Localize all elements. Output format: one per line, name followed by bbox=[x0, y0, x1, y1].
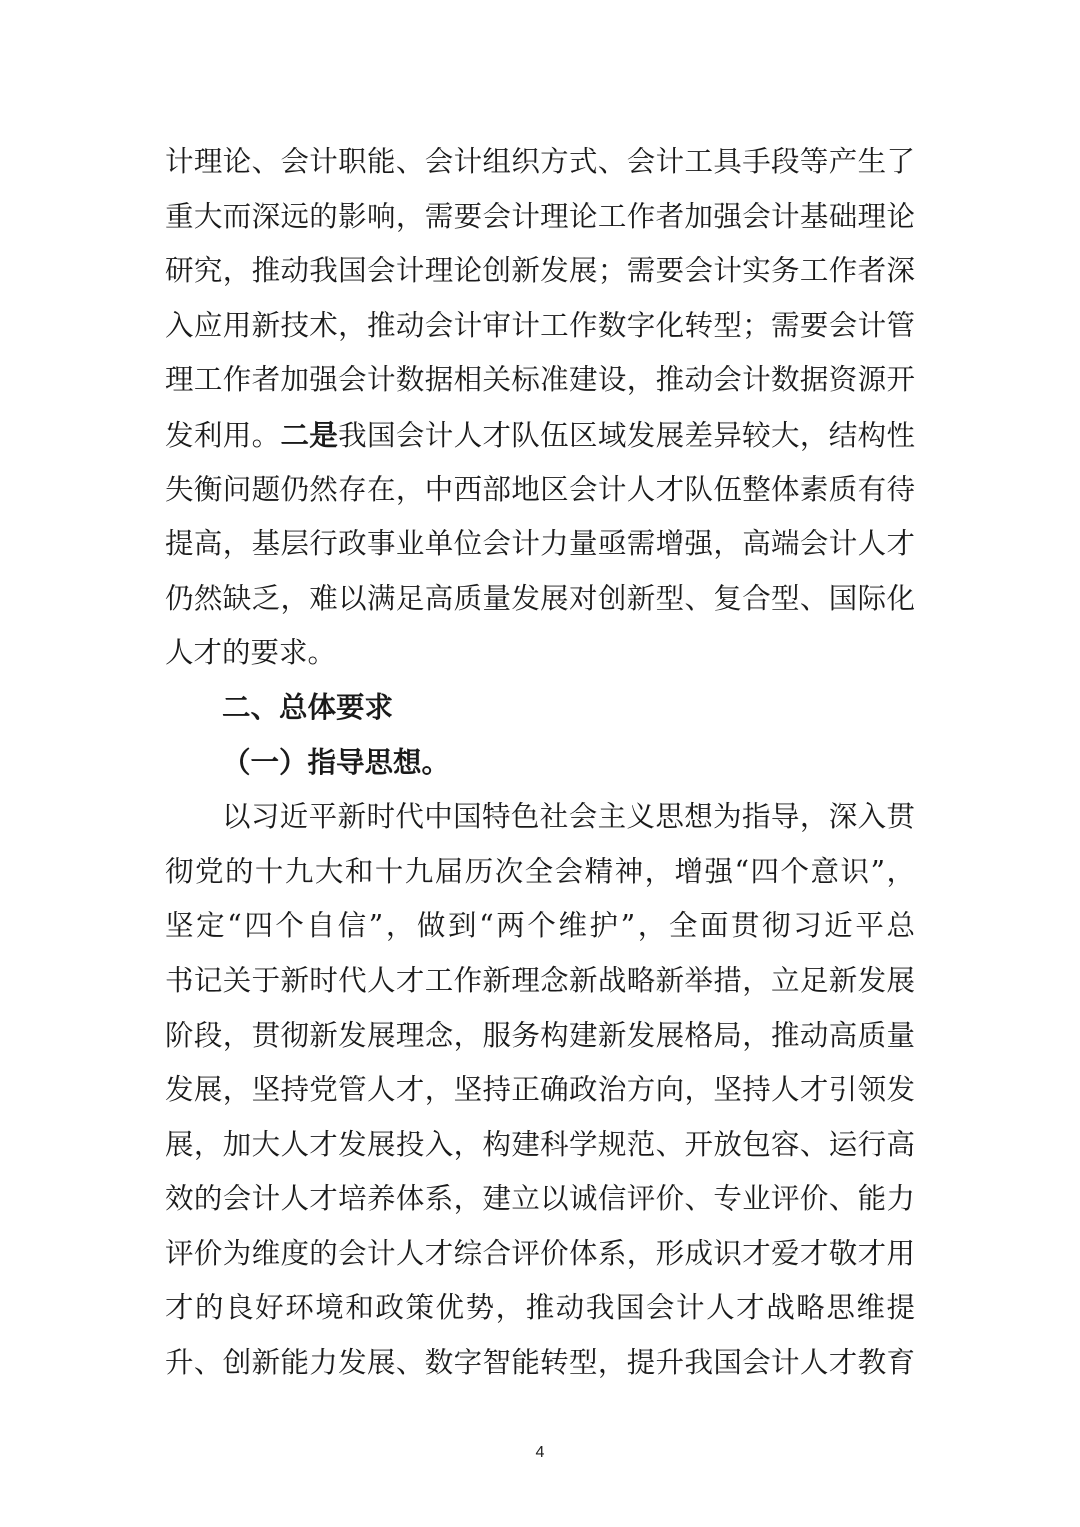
paragraph-challenges bbox=[165, 135, 915, 681]
text-line: 升、创新能力发展、数字智能转型，提升我国会计人才教育 bbox=[165, 1346, 915, 1380]
text-line: 发展，坚持党管人才，坚持正确政治方向，坚持人才引领发 bbox=[165, 1073, 915, 1107]
text-line: 入应用新技术，推动会计审计工作数字化转型；需要会计管 bbox=[165, 308, 915, 342]
text-line: 展，加大人才发展投入，构建科学规范、开放包容、运行高 bbox=[165, 1127, 915, 1161]
text-line: 仍然缺乏，难以满足高质量发展对创新型、复合型、国际化 bbox=[165, 581, 915, 615]
document-body bbox=[165, 135, 915, 1391]
text-line: 评价为维度的会计人才综合评价体系，形成识才爱才敬才用 bbox=[165, 1236, 915, 1270]
text-line: 才的良好环境和政策优势，推动我国会计人才战略思维提 bbox=[165, 1291, 915, 1325]
text-line: 阶段，贯彻新发展理念，服务构建新发展格局，推动高质量 bbox=[165, 1018, 915, 1052]
text-run: 我国会计人才队伍区域发展差异较大，结构性 bbox=[338, 418, 915, 452]
section-heading: 二、总体要求 bbox=[222, 690, 394, 724]
text-line bbox=[165, 408, 915, 463]
text-run: 发利用。 bbox=[165, 418, 281, 452]
paragraph-guiding-ideology bbox=[165, 790, 915, 1391]
text-line: 彻党的十九大和十九届历次全会精神，增强“四个意识”， bbox=[165, 854, 915, 888]
text-line: 研究，推动我国会计理论创新发展；需要会计实务工作者深 bbox=[165, 254, 915, 288]
text-line: 计理论、会计职能、会计组织方式、会计工具手段等产生了 bbox=[165, 145, 915, 178]
text-line: 坚定“四个自信”，做到“两个维护”，全面贯彻习近平总 bbox=[165, 909, 915, 943]
text-line: 理工作者加强会计数据相关标准建设，推动会计数据资源开 bbox=[165, 363, 915, 397]
text-line: 提高，基层行政事业单位会计力量亟需增强，高端会计人才 bbox=[165, 527, 915, 561]
text-line: 效的会计人才培养体系，建立以诚信评价、专业评价、能力 bbox=[165, 1182, 915, 1216]
page-number: 4 bbox=[535, 1444, 545, 1461]
text-line: 人才的要求。 bbox=[165, 636, 337, 670]
text-line: 以习近平新时代中国特色社会主义思想为指导，深入贯 bbox=[222, 800, 915, 834]
text-line: 重大而深远的影响，需要会计理论工作者加强会计基础理论 bbox=[165, 199, 915, 233]
text-line: 失衡问题仍然存在，中西部地区会计人才队伍整体素质有待 bbox=[165, 472, 915, 506]
text-line: 书记关于新时代人才工作新理念新战略新举措，立足新发展 bbox=[165, 963, 915, 997]
bold-keyword: 二是 bbox=[280, 417, 339, 452]
subsection-heading: （一）指导思想。 bbox=[222, 745, 451, 779]
